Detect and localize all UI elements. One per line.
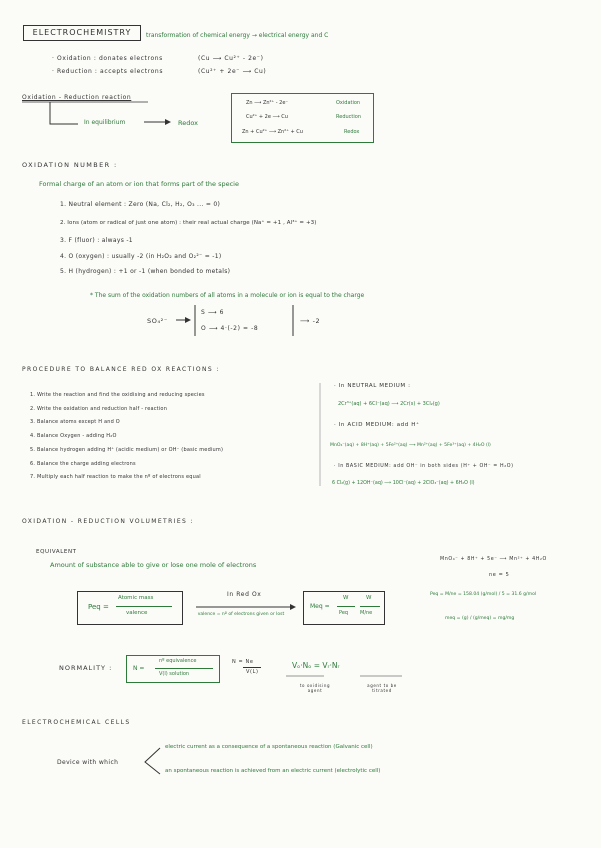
oxnum-rule-1: 1. Neutral element : Zero (Na, Cl₂, H₂, O₃ ... = 0) [60,201,221,208]
equivalent-definition: Amount of substance able to give or lose one mole of electrons [50,561,257,569]
meq-f2-den: M/ne [360,610,373,616]
acid-medium-heading: · In ACID MEDIUM: add H⁺ [334,422,420,428]
cells-branch-bracket [145,748,160,774]
peq-numerator: Atomic mass [118,595,154,601]
peq-lhs: Peq = [88,603,109,611]
titration-right-note: agent to be titrated [367,683,397,693]
neutral-medium-heading: · In NEUTRAL MEDIUM : [334,383,411,389]
procedure-step-5: 5. Balance hydrogen adding H⁺ (acidic medium) or OH⁻ (basic medium) [30,447,224,453]
redox-box-eq-oxidation: Zn ⟶ Zn²⁺ - 2e⁻ [246,100,289,106]
equilibrium-label: In equilibrium [84,119,126,126]
example-peq: Peq = M/ne = 158.04 (g/mol) / 5 = 31.6 g/mol [430,592,537,597]
example-meq: meq = (g) / (g/meq) = mg/mg [445,616,515,621]
titration-equation: Vₒ·Nₒ = Vᵣ·Nᵣ [292,661,340,670]
procedure-step-3: 3. Balance atoms except H and O [30,419,120,425]
meq-f1-den: Peq [339,610,349,616]
acid-medium-equation: MnO₄⁻(aq) + 8H⁺(aq) + 5Fe²⁺(aq) ⟶ Mn²⁺(aq) + 5Fe³⁺(aq) + 4H₂O (l) [330,443,491,448]
cells-branch-electrolytic: an spontaneous reaction is achieved from an electric current (electrolytic cell) [165,768,381,774]
procedure-heading: PROCEDURE TO BALANCE RED OX REACTIONS : [22,366,220,373]
title-definition: transformation of chemical energy → electrical energy and C [146,32,329,39]
normality-alt-numerator: N = Ne [232,659,254,665]
procedure-step-6: 6. Balance the charge adding electrons [30,461,136,467]
procedure-step-7: 7. Multiply each half reaction to make the nº of electrons equal [30,474,201,480]
oxnum-rule-4: 4. O (oxygen) : usually -2 (in H₂O₂ and O₂²⁻ = -1) [60,253,222,260]
redox-box-eq-reduction: Cu²⁺ + 2e ⟶ Cu [246,114,288,120]
procedure-step-2: 2. Write the oxidation and reduction half - reaction [30,406,168,412]
redox-heading: Oxidation - Reduction reaction [22,94,132,101]
in-redox-label: In Red Ox [227,591,262,598]
oxnum-rule-2: 2. Ions (atom or radical of just one atom) : their real actual charge (Na⁺ = +1 , Al³⁺ = +3) [60,220,317,226]
basic-medium-heading: · In BASIC MEDIUM: add OH⁻ in both sides (H⁺ + OH⁻ = H₂O) [334,464,514,469]
oxidation-number-heading: OXIDATION NUMBER : [22,161,118,169]
normality-alt-denominator: V(L) [246,669,259,675]
normality-numerator: nº equivalence [159,658,197,664]
oxidation-label: · Oxidation : donates electrons [52,55,163,62]
so4-ion: SO₄²⁻ [147,317,168,325]
cells-heading: ELECTROCHEMICAL CELLS [22,719,131,726]
volumetries-heading: OXIDATION - REDUCTION VOLUMETRIES : [22,518,194,525]
basic-medium-equation: 6 Cl₂(g) + 12OH⁻(aq) ⟶ 10Cl⁻(aq) + 2ClO₃⁻(aq) + 6H₂O (l) [332,481,475,486]
so4-oxygen: O ⟶ 4·(-2) = -8 [201,325,259,332]
peq-denominator: valence [126,610,148,616]
normality-denominator: V(l) solution [159,671,190,677]
procedure-step-1: 1. Write the reaction and find the oxidising and reducing species [30,392,205,398]
page-title: ELECTROCHEMISTRY [23,25,141,41]
example-half-reaction: MnO₄⁻ + 8H⁺ + 5e⁻ ⟶ Mn²⁺ + 4H₂O [440,557,547,562]
redox-box-label-redox: Redox [344,129,360,135]
reduction-label: · Reduction : accepts electrons [52,68,164,75]
redox-box-eq-redox: Zn + Cu²⁺ ⟶ Zn²⁺ + Cu [242,129,303,135]
procedure-step-4: 4. Balance Oxygen - adding H₂O [30,433,117,439]
reduction-equation: (Cu²⁺ + 2e⁻ ⟶ Cu) [198,68,267,75]
cells-branch-galvanic: electric current as a consequence of a spontaneous reaction (Galvanic cell) [165,744,373,750]
oxnum-rule-3: 3. F (fluor) : always -1 [60,237,133,244]
titration-left-note: to oxidising agent [299,683,331,693]
oxnum-sum-note: * The sum of the oxidation numbers of all atoms in a molecule or ion is equal to the charge [90,292,365,299]
so4-result: ⟶ -2 [300,317,321,325]
example-ne: ne = 5 [489,572,510,578]
meq-f1-num: W [343,595,349,601]
redox-bracket [50,102,78,124]
normality-label: NORMALITY : [59,664,113,672]
cells-device-label: Device with which [57,759,119,766]
normality-lhs: N = [133,665,145,672]
oxnum-rule-5: 5. H (hydrogen) : +1 or -1 (when bonded to metals) [60,268,231,275]
redox-box-label-oxidation: Oxidation [336,100,361,106]
valence-note: valence = nº of electrons given or lost [197,612,285,617]
oxidation-number-definition: Formal charge of an atom or ion that forms part of the specie [39,180,239,188]
meq-f2-num: W [366,595,372,601]
so4-sulfur: S ⟶ 6 [201,309,225,316]
equivalent-heading: EQUIVALENT [36,549,77,555]
redox-word: Redox [178,119,198,127]
oxidation-equation: (Cu ⟶ Cu²⁺ - 2e⁻) [198,55,264,62]
redox-box-label-reduction: Reduction [336,114,361,120]
meq-lhs: Meq = [310,603,330,610]
neutral-medium-equation: 2Cr³⁺(aq) + 6Cl⁻(aq) ⟶ 2Cr(s) + 3Cl₂(g) [338,401,440,407]
